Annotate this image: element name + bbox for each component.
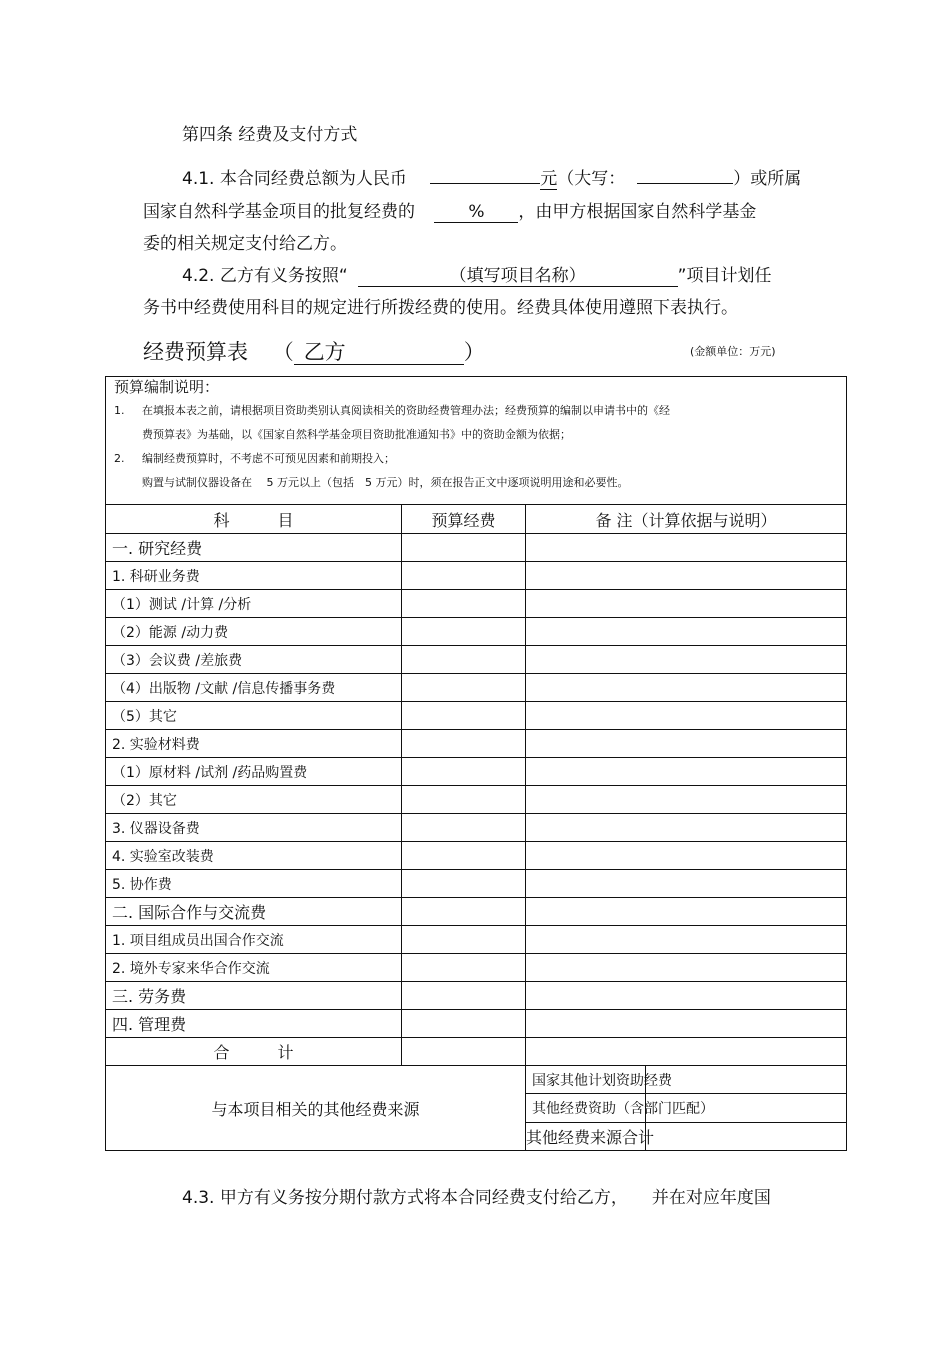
clause-4-1-text: 4.1. 本合同经费总额为人民币 <box>182 169 407 189</box>
budget-row-label: 四. 管理费 <box>106 1010 402 1038</box>
budget-row-label: 4. 实验室改装费 <box>106 842 402 870</box>
budget-row <box>106 926 847 954</box>
budget-remark-cell[interactable] <box>526 786 847 814</box>
budget-remark-cell[interactable] <box>526 842 847 870</box>
budget-row <box>106 954 847 982</box>
budget-row-label: 一. 研究经费 <box>106 534 402 562</box>
budget-row <box>106 870 847 898</box>
other-source-item: 国家其他计划资助经费 <box>526 1066 646 1094</box>
budget-row-label: （2）能源 /动力费 <box>106 618 402 646</box>
budget-amount-cell[interactable] <box>402 646 526 674</box>
clause-4-3-text-b: 并在对应年度国 <box>651 1188 771 1208</box>
budget-amount-cell[interactable] <box>402 1010 526 1038</box>
budget-row <box>106 618 847 646</box>
budget-amount-cell[interactable] <box>402 590 526 618</box>
budget-remark-cell[interactable] <box>526 870 847 898</box>
daxie-close: ）或所属 <box>733 169 802 189</box>
budget-remark-cell[interactable] <box>526 814 847 842</box>
budget-row-label: （1）测试 /计算 /分析 <box>106 590 402 618</box>
budget-notes <box>106 377 847 505</box>
budget-remark-cell[interactable] <box>526 562 847 590</box>
other-sources-label: 与本项目相关的其他经费来源 <box>106 1066 526 1151</box>
budget-row-label: （3）会议费 /差旅费 <box>106 646 402 674</box>
note-1: 1. 在填报本表之前，请根据项目资助类别认真阅读相关的资助经费管理办法；经费预算的编制以申请书中的《经 <box>114 404 670 417</box>
budget-row-label: 1. 项目组成员出国合作交流 <box>106 926 402 954</box>
budget-amount-cell[interactable] <box>402 702 526 730</box>
budget-row-label: 2. 实验材料费 <box>106 730 402 758</box>
budget-remark-cell[interactable] <box>526 730 847 758</box>
budget-row-label: 5. 协作费 <box>106 870 402 898</box>
budget-row-label: 三. 劳务费 <box>106 982 402 1010</box>
budget-amount-cell[interactable] <box>402 814 526 842</box>
total-amount-cell[interactable] <box>402 1038 526 1066</box>
budget-row-label: （1）原材料 /试剂 /药品购置费 <box>106 758 402 786</box>
budget-remark-cell[interactable] <box>526 590 847 618</box>
total-remark-cell[interactable] <box>526 1038 847 1066</box>
budget-row <box>106 982 847 1010</box>
project-name-field[interactable]: （填写项目名称） <box>358 266 678 287</box>
article-heading: 第四条 经费及支付方式 <box>182 125 358 145</box>
budget-row-label: （4）出版物 /文献 /信息传播事务费 <box>106 674 402 702</box>
budget-amount-cell[interactable] <box>402 674 526 702</box>
budget-amount-cell[interactable] <box>402 786 526 814</box>
clause-4-1-line3: 委的相关规定支付给乙方。 <box>143 234 347 254</box>
budget-amount-cell[interactable] <box>402 898 526 926</box>
budget-row <box>106 814 847 842</box>
budget-row <box>106 730 847 758</box>
budget-row-label: 1. 科研业务费 <box>106 562 402 590</box>
budget-row <box>106 674 847 702</box>
budget-amount-cell[interactable] <box>402 982 526 1010</box>
budget-remark-cell[interactable] <box>526 954 847 982</box>
header-subject: 科 目 <box>106 505 402 534</box>
budget-table <box>105 376 847 1151</box>
budget-amount-cell[interactable] <box>402 618 526 646</box>
party-field[interactable]: 乙方 <box>294 340 464 365</box>
daxie-open: （大写： <box>557 169 626 189</box>
amount-in-words-field[interactable] <box>637 183 733 184</box>
notes-title: 预算编制说明： <box>114 378 220 396</box>
budget-row-label: 二. 国际合作与交流费 <box>106 898 402 926</box>
clause-4-1-line1 <box>182 164 801 190</box>
budget-row <box>106 1010 847 1038</box>
other-source-value[interactable] <box>646 1066 847 1094</box>
budget-title-line <box>143 336 485 366</box>
budget-row <box>106 590 847 618</box>
budget-row <box>106 842 847 870</box>
budget-amount-cell[interactable] <box>402 758 526 786</box>
note-1-cont: 费预算表》为基础，以《国家自然科学基金项目资助批准通知书》中的资助金额为依据； <box>142 428 571 441</box>
budget-row <box>106 898 847 926</box>
clause-4-2-text-b: ”项目计划任 <box>677 266 772 286</box>
budget-amount-cell[interactable] <box>402 954 526 982</box>
header-amount: 预算经费 <box>402 505 526 534</box>
budget-amount-cell[interactable] <box>402 842 526 870</box>
budget-row-label: 2. 境外专家来华合作交流 <box>106 954 402 982</box>
clause-4-3 <box>182 1183 771 1208</box>
budget-remark-cell[interactable] <box>526 926 847 954</box>
budget-amount-cell[interactable] <box>402 926 526 954</box>
clause-4-2-line2: 务书中经费使用科目的规定进行所拨经费的使用。经费具体使用遵照下表执行。 <box>143 298 738 318</box>
budget-remark-cell[interactable] <box>526 534 847 562</box>
amount-unit: (金额单位：万元) <box>690 345 776 358</box>
budget-row-label: 3. 仪器设备费 <box>106 814 402 842</box>
budget-row <box>106 758 847 786</box>
clause-4-3-text: 4.3. 甲方有义务按分期付款方式将本合同经费支付给乙方， <box>182 1188 628 1208</box>
budget-remark-cell[interactable] <box>526 702 847 730</box>
budget-remark-cell[interactable] <box>526 1010 847 1038</box>
budget-row <box>106 562 847 590</box>
budget-remark-cell[interactable] <box>526 898 847 926</box>
paren-open: （ <box>272 340 294 364</box>
header-remark: 备 注（计算依据与说明） <box>526 505 847 534</box>
budget-remark-cell[interactable] <box>526 674 847 702</box>
budget-remark-cell[interactable] <box>526 982 847 1010</box>
total-label: 合 计 <box>106 1038 402 1066</box>
budget-row <box>106 702 847 730</box>
budget-row <box>106 534 847 562</box>
budget-row-label: （2）其它 <box>106 786 402 814</box>
paren-close: ） <box>463 340 485 364</box>
budget-remark-cell[interactable] <box>526 618 847 646</box>
budget-row <box>106 646 847 674</box>
clause-4-2-line1 <box>182 261 771 287</box>
budget-amount-cell[interactable] <box>402 870 526 898</box>
budget-title: 经费预算表 <box>143 340 248 364</box>
budget-row-label: （5）其它 <box>106 702 402 730</box>
clause-4-1-line2b-text: ，由甲方根据国家自然科学基金 <box>518 202 757 222</box>
budget-amount-cell[interactable] <box>402 534 526 562</box>
percentage-field[interactable]: % <box>434 202 518 223</box>
other-sources-sum-value[interactable] <box>646 1122 847 1150</box>
budget-amount-cell[interactable] <box>402 562 526 590</box>
budget-amount-cell[interactable] <box>402 730 526 758</box>
budget-remark-cell[interactable] <box>526 758 847 786</box>
other-sources-sum-label: 其他经费来源合计 <box>526 1122 646 1150</box>
clause-4-1-line2 <box>143 197 756 223</box>
clause-4-1-line2-text: 国家自然科学基金项目的批复经费的 <box>143 202 415 222</box>
note-2: 2. 编制经费预算时，不考虑不可预见因素和前期投入； <box>114 452 395 465</box>
yuan-label: 元 <box>540 169 558 189</box>
note-2-cont: 购置与试制仪器设备在 5 万元以上（包括 5 万元）时，须在报告正文中逐项说明用途和必要性。 <box>142 476 629 489</box>
other-source-item: 其他经费资助（含部门匹配） <box>526 1094 646 1122</box>
budget-row <box>106 786 847 814</box>
total-amount-field[interactable] <box>430 183 540 184</box>
budget-remark-cell[interactable] <box>526 646 847 674</box>
clause-4-2-text: 4.2. 乙方有义务按照“ <box>182 266 348 286</box>
